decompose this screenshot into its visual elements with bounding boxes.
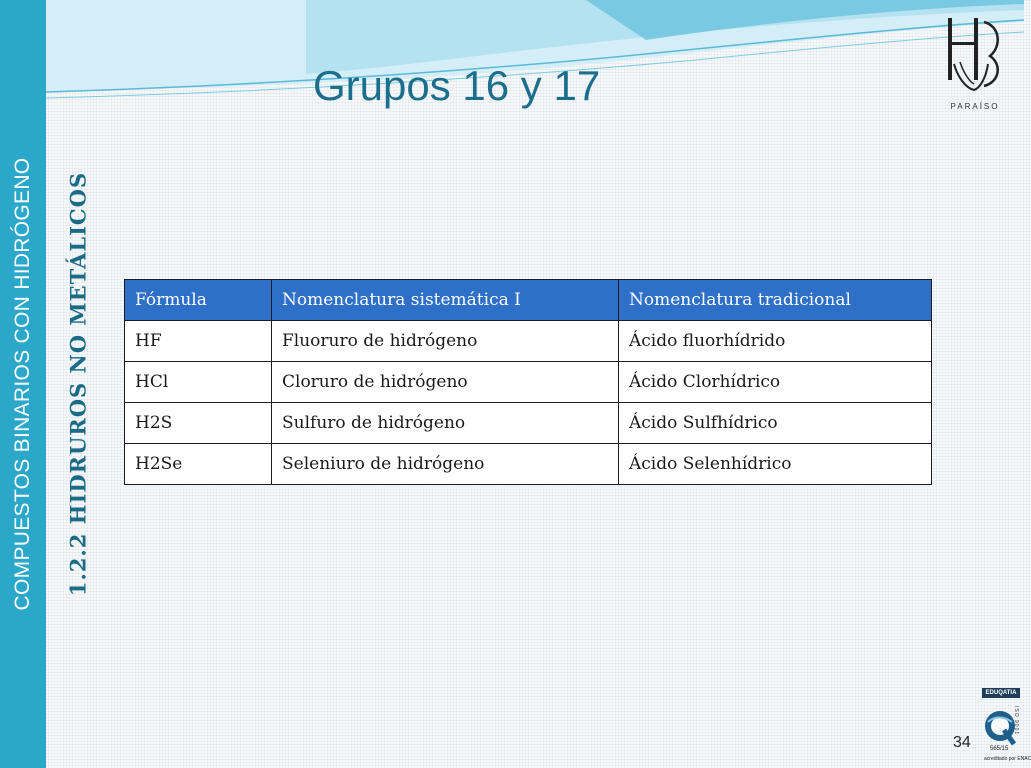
column-header: Nomenclatura sistemática I — [272, 280, 619, 321]
traditional-name-cell: Ácido Sulfhídrico — [619, 403, 932, 444]
traditional-name-cell: Ácido Clorhídrico — [619, 362, 932, 403]
systematic-name-cell: Sulfuro de hidrógeno — [272, 403, 619, 444]
formula-cell: H2Se — [125, 444, 272, 485]
table-row — [125, 321, 932, 362]
traditional-name-cell: Ácido Selenhídrico — [619, 444, 932, 485]
page-number: 34 — [953, 734, 971, 751]
certification-brand: EDUQATIA — [982, 688, 1020, 698]
side-band — [0, 0, 46, 768]
logo-text: PARAÍSO — [950, 102, 1000, 111]
table-row — [125, 362, 932, 403]
column-header: Nomenclatura tradicional — [619, 280, 932, 321]
traditional-name-cell: Ácido fluorhídrido — [619, 321, 932, 362]
formula-cell: H2S — [125, 403, 272, 444]
slide-title: Grupos 16 y 17 — [313, 62, 601, 109]
side-band-text: COMPUESTOS BINARIOS CON HIDRÓGENO — [11, 157, 34, 611]
table-header-row — [125, 280, 932, 321]
column-header: Fórmula — [125, 280, 272, 321]
table-row — [125, 444, 932, 485]
systematic-name-cell: Fluoruro de hidrógeno — [272, 321, 619, 362]
section-subtitle: 1.2.2 HIDRUROS NO METÁLICOS — [65, 171, 91, 597]
certification-iso: ISO 9001 — [1013, 706, 1019, 736]
table-row — [125, 403, 932, 444]
formula-cell: HF — [125, 321, 272, 362]
certification-accreditation: acreditado por ENAC — [984, 756, 1031, 762]
systematic-name-cell: Seleniuro de hidrógeno — [272, 444, 619, 485]
certification-code: 565/15 — [990, 746, 1009, 752]
systematic-name-cell: Cloruro de hidrógeno — [272, 362, 619, 403]
formula-cell: HCl — [125, 362, 272, 403]
hydrides-table — [124, 279, 932, 485]
